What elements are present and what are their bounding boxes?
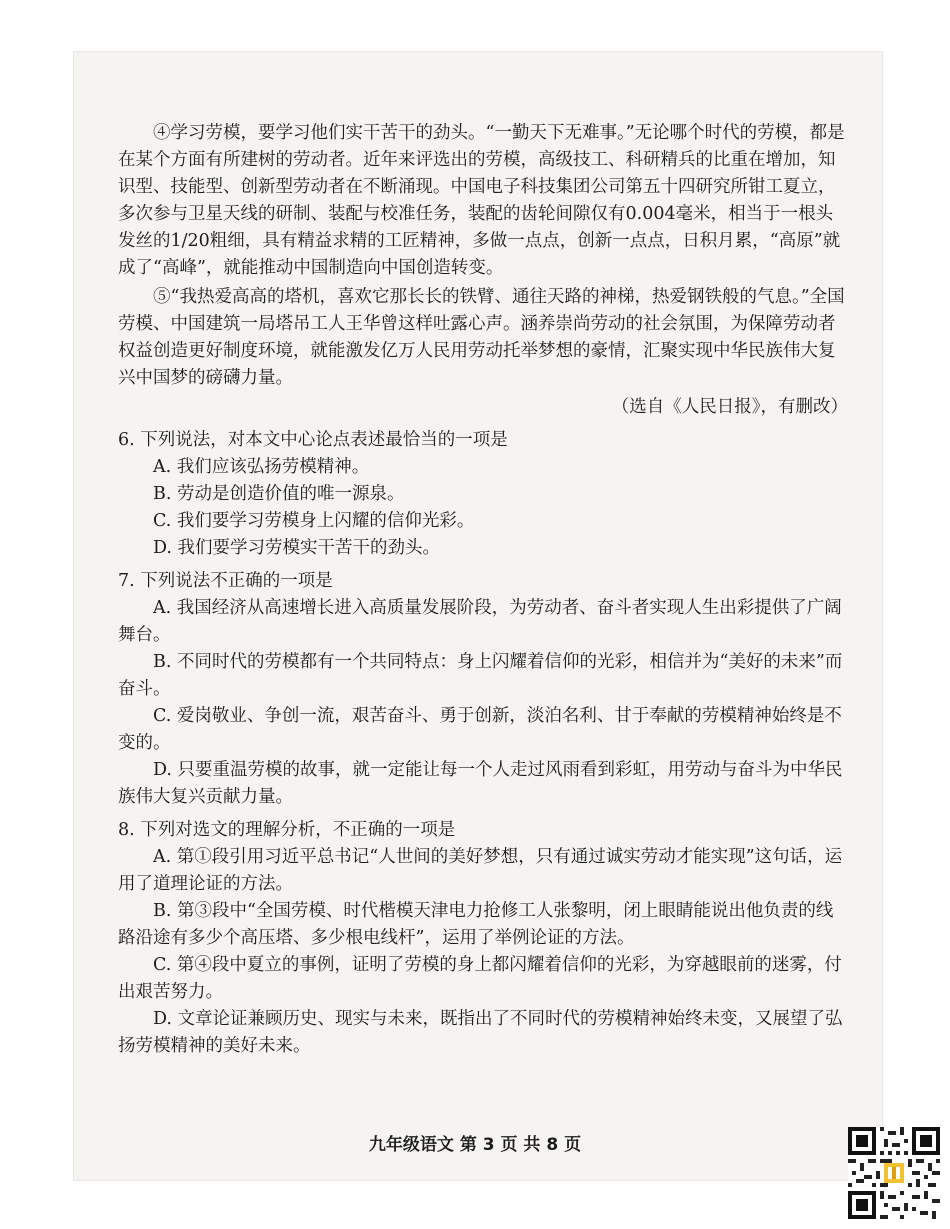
option-c: C. 第④段中夏立的事例，证明了劳模的身上都闪耀着信仰的光彩，为穿越眼前的迷雾，付出艰苦努力。 [118, 955, 842, 1002]
question-8 [118, 817, 848, 1060]
option-c: C. 爱岗敬业、争创一流，艰苦奋斗、勇于创新，淡泊名利、甘于奉献的劳模精神始终是不变的。 [118, 706, 842, 753]
option-b: B. 劳动是创造价值的唯一源泉。 [153, 484, 405, 504]
option-a: A. 我国经济从高速增长进入高质量发展阶段，为劳动者、奋斗者实现人生出彩提供了广阔舞台。 [118, 598, 842, 645]
option-b: B. 第③段中“全国劳模、时代楷模天津电力抢修工人张黎明，闭上眼睛能说出他负责的线路沿途有多少个高压塔、多少根电线杆”，运用了举例论证的方法。 [118, 901, 834, 948]
option-a: A. 第①段引用习近平总书记“人世间的美好梦想，只有通过诚实劳动才能实现”这句话，运用了道理论证的方法。 [118, 847, 843, 894]
qr-code-icon [848, 1127, 940, 1219]
source-citation: （选自《人民日报》，有删改） [611, 397, 848, 417]
page-footer: 九年级语文 第 3 页 共 8 页 [368, 1135, 582, 1155]
option-c: C. 我们要学习劳模身上闪耀的信仰光彩。 [153, 511, 475, 531]
option-d: D. 我们要学习劳模实干苦干的劲头。 [153, 538, 441, 558]
question-stem: 6. 下列说法，对本文中心论点表述最恰当的一项是 [118, 430, 508, 450]
paragraph-5: ⑤“我热爱高高的塔机，喜欢它那长长的铁臂、通往天路的神梯，热爱钢铁般的气息。”全国劳模、中国建筑一局塔吊工人王华曾这样吐露心声。涵养崇尚劳动的社会氛围，为保障劳动者权益创造更好制度环境，就能激发亿万人民用劳动托举梦想的豪情，汇聚实现中华民族伟大复兴中国梦的磅礴力量。 [118, 287, 845, 388]
option-a: A. 我们应该弘扬劳模精神。 [153, 457, 370, 477]
question-stem: 8. 下列对选文的理解分析，不正确的一项是 [118, 820, 456, 840]
question-6 [118, 427, 848, 562]
question-7 [118, 568, 848, 811]
option-d: D. 只要重温劳模的故事，就一定能让每一个人走过风雨看到彩虹，用劳动与奋斗为中华民族伟大复兴贡献力量。 [118, 760, 843, 807]
option-b: B. 不同时代的劳模都有一个共同特点：身上闪耀着信仰的光彩，相信并为“美好的未来”而奋斗。 [118, 652, 843, 699]
page-body [118, 120, 848, 1060]
option-d: D. 文章论证兼顾历史、现实与未来，既指出了不同时代的劳模精神始终未变，又展望了弘扬劳模精神的美好未来。 [118, 1009, 843, 1056]
paragraph-4: ④学习劳模，要学习他们实干苦干的劲头。“一勤天下无难事。”无论哪个时代的劳模，都是在某个方面有所建树的劳动者。近年来评选出的劳模，高级技工、科研精兵的比重在增加，知识型、技能型、创新型劳动者在不断涌现。中国电子科技集团公司第五十四研究所钳工夏立，多次参与卫星天线的研制、装配与校准任务，装配的齿轮间隙仅有0.004毫米，相当于一根头发丝的1/20粗细，具有精益求精的工匠精神，多做一点点，创新一点点，日积月累，“高原”就成了“高峰”，就能推动中国制造向中国创造转变。 [118, 123, 845, 278]
question-stem: 7. 下列说法不正确的一项是 [118, 571, 333, 591]
